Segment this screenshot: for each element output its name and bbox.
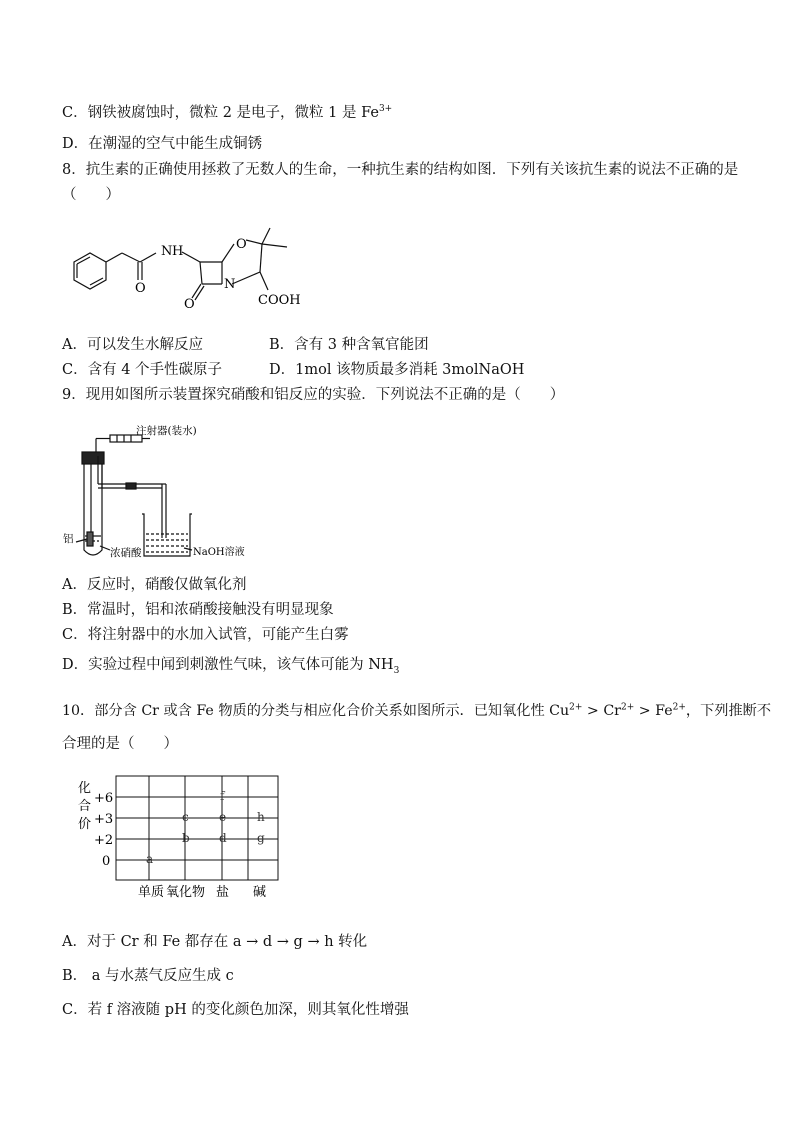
q10-stem-line2: 合理的是（ ） xyxy=(62,736,178,752)
q9-apparatus-diagram xyxy=(62,418,262,568)
q10-option-a: A．对于 Cr 和 Fe 都存在 a → d → g → h 转化 xyxy=(62,934,368,950)
q9-stem: 9．现用如图所示装置探究硝酸和铝反应的实验．下列说法不正确的是（ ） xyxy=(62,387,565,403)
q10-chart-ylabel-3: 价 xyxy=(78,817,92,832)
q10-stem xyxy=(62,700,771,720)
q8-cooh: COOH xyxy=(258,293,301,308)
q10-chart-ylabel-1: 化 xyxy=(78,781,92,796)
q10-sup-1: 2+ xyxy=(569,702,583,713)
q10-stem-part3: > Fe xyxy=(634,703,673,719)
q10-point-d: d xyxy=(219,831,227,845)
q10-point-b: b xyxy=(182,831,190,845)
q10-stem-part1: 10．部分含 Cr 或含 Fe 物质的分类与相应化合价关系如图所示．已知氧化性 Cu xyxy=(62,703,570,719)
q7-option-c xyxy=(62,101,392,122)
q10-stem-part2: > Cr xyxy=(582,703,621,719)
q10-chart-ytick-6: +6 xyxy=(94,791,114,806)
q10-valence-chart xyxy=(72,770,287,908)
q10-point-c: c xyxy=(182,810,189,824)
q8-atom-o-ring: O xyxy=(236,237,247,252)
q8-stem: 8．抗生素的正确使用拯救了无数人的生命，一种抗生素的结构如图．下列有关该抗生素的说法不正确的是 xyxy=(62,162,739,178)
q8-atom-o-carbonyl: O xyxy=(184,297,195,312)
q8-structure-diagram xyxy=(62,222,322,322)
q9-label-syringe: 注射器(装水) xyxy=(136,425,197,437)
q9-label-acid: 浓硝酸 xyxy=(110,547,142,559)
q7-option-d: D．在潮湿的空气中能生成铜锈 xyxy=(62,136,263,152)
q10-chart-xlabel-element: 单质 xyxy=(138,885,165,900)
q8-option-b: B．含有 3 种含氧官能团 xyxy=(269,337,429,353)
q7-option-c-text: C．钢铁被腐蚀时，微粒 2 是电子，微粒 1 是 Fe xyxy=(62,105,379,121)
q10-point-a: a xyxy=(146,852,154,866)
q9-label-naoh: NaOH溶液 xyxy=(193,547,245,558)
q10-chart-ytick-3: +3 xyxy=(94,812,114,827)
q10-point-e: e xyxy=(219,810,227,824)
q8-options-row2 xyxy=(62,358,525,379)
q8-options-row1 xyxy=(62,333,429,354)
q8-stem-paren: （ ） xyxy=(62,187,120,203)
q10-sup-2: 2+ xyxy=(620,702,635,713)
q10-chart-ylabel-2: 合 xyxy=(78,799,92,814)
q8-option-c: C．含有 4 个手性碳原子 xyxy=(62,362,223,378)
q9-option-d-sub: 3 xyxy=(393,665,400,676)
q9-option-d xyxy=(62,653,399,676)
q10-sup-3: 2+ xyxy=(672,702,686,713)
q8-atom-o-amide: O xyxy=(135,281,146,296)
q9-option-a: A．反应时，硝酸仅做氧化剂 xyxy=(62,577,247,593)
q8-option-a: A．可以发生水解反应 xyxy=(62,337,203,353)
q10-point-h: h xyxy=(257,810,265,824)
q10-option-c: C．若 f 溶液随 pH 的变化颜色加深，则其氧化性增强 xyxy=(62,1002,409,1018)
q8-atom-n-ring: N xyxy=(224,277,236,292)
q9-option-d-text: D．实验过程中闻到刺激性气味，该气体可能为 NH xyxy=(62,657,394,673)
q10-point-f: f xyxy=(220,789,225,803)
q10-chart-xlabel-salt: 盐 xyxy=(216,885,230,900)
q8-atom-n: N xyxy=(161,244,173,259)
q10-chart-xlabel-base: 碱 xyxy=(253,885,267,900)
q10-chart-ytick-2: +2 xyxy=(94,833,114,848)
q8-atom-h: H xyxy=(172,244,184,259)
q9-option-c: C．将注射器中的水加入试管，可能产生白雾 xyxy=(62,627,349,643)
q10-option-b: B． a 与水蒸气反应生成 c xyxy=(62,968,234,984)
q7-option-c-sup: 3+ xyxy=(378,104,393,115)
q10-point-g: g xyxy=(257,831,265,845)
q10-chart-xlabel-oxide: 氧化物 xyxy=(166,885,206,900)
q8-option-d: D．1mol 该物质最多消耗 3molNaOH xyxy=(269,362,525,378)
q9-option-b: B．常温时，铝和浓硝酸接触没有明显现象 xyxy=(62,602,334,618)
q10-chart-ytick-0: 0 xyxy=(102,854,111,869)
q10-stem-part4: ，下列推断不 xyxy=(685,703,772,719)
q9-label-al: 铝 xyxy=(63,533,74,545)
